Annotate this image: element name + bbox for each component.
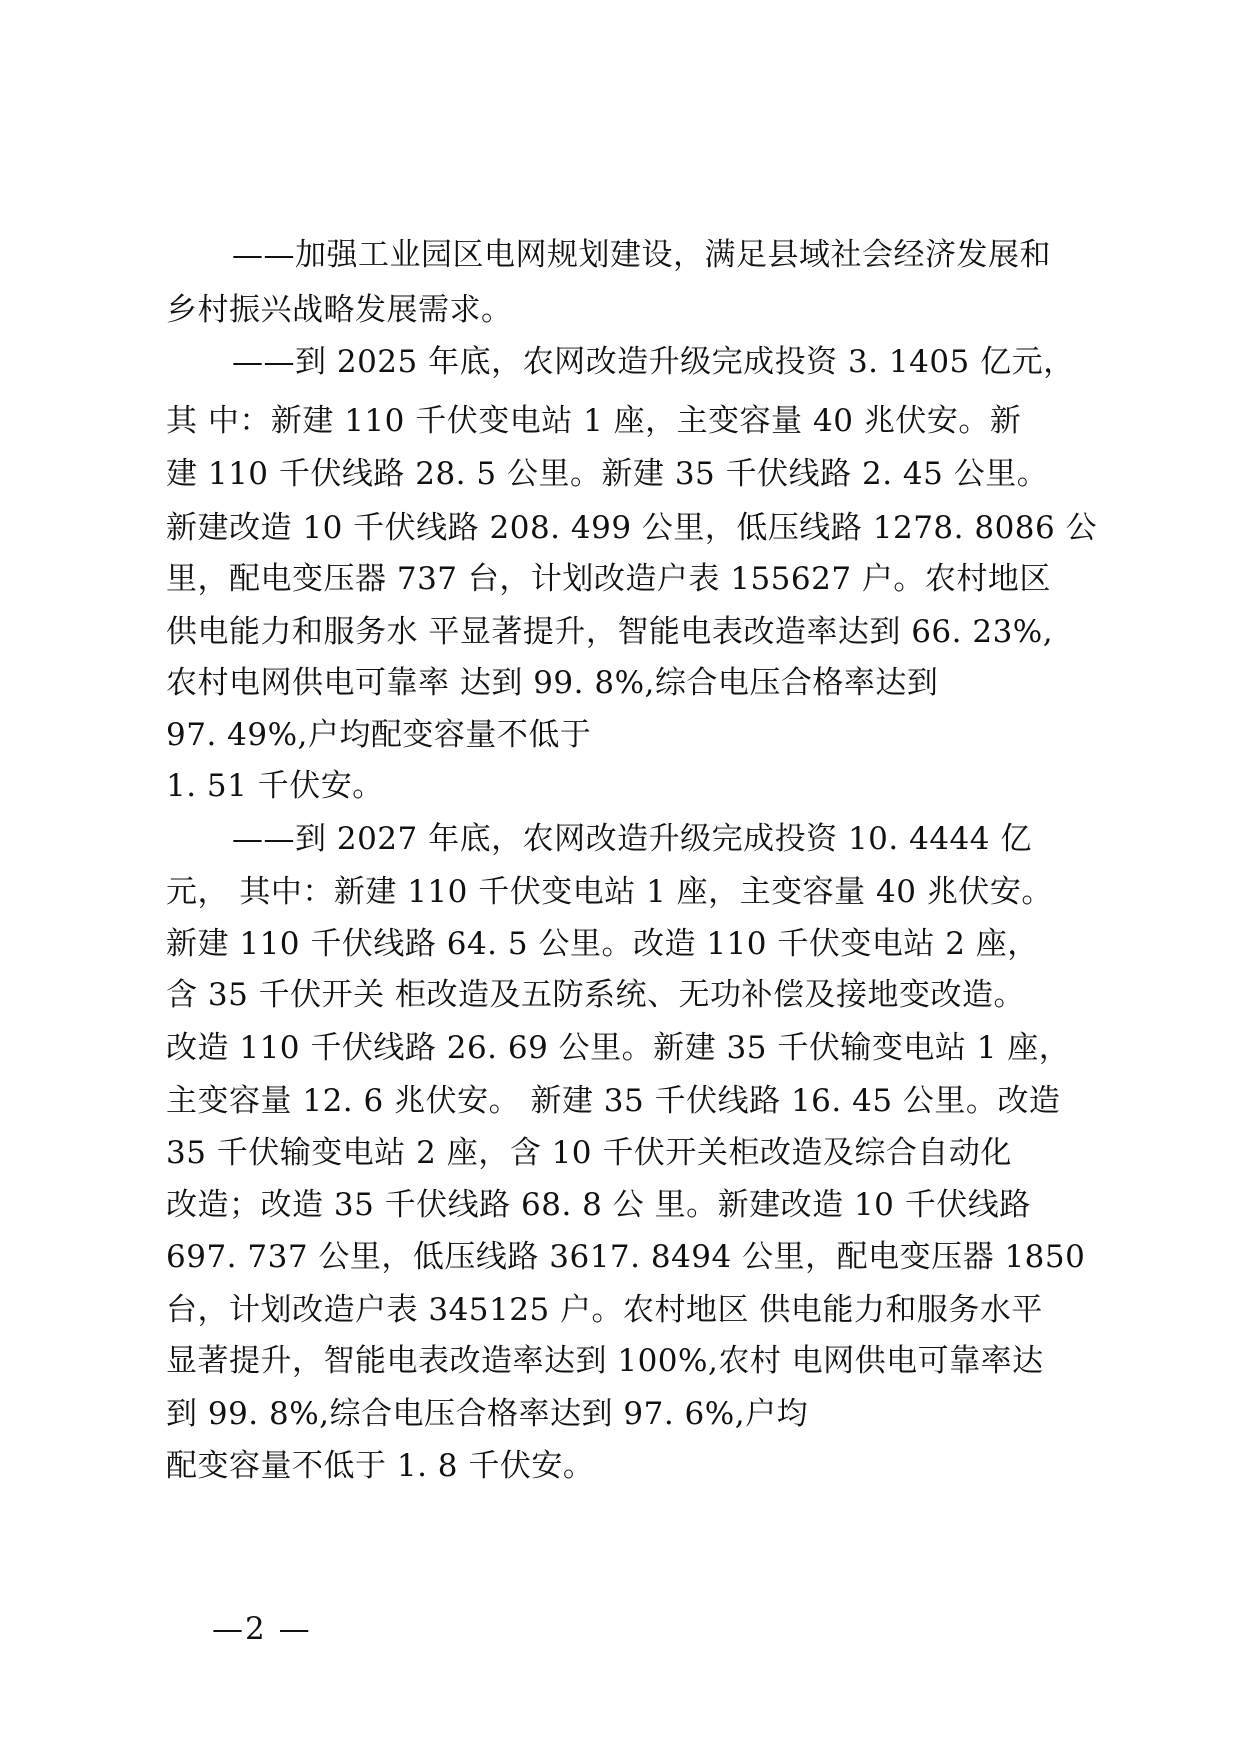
paragraph-1-line-1: ——加强工业园区电网规划建设，满足县域社会经济发展和 <box>232 237 1051 273</box>
paragraph-3-line-9: 697. 737 公里，低压线路 3617. 8494 公里，配电变压器 1850 <box>166 1239 1086 1275</box>
paragraph-2-line-9: 1. 51 千伏安。 <box>166 768 384 804</box>
paragraph-2-line-2: 其 中：新建 110 千伏变电站 1 座，主变容量 40 兆伏安。新 <box>166 403 1022 439</box>
paragraph-3-line-3: 新建 110 千伏线路 64. 5 公里。改造 110 千伏变电站 2 座， <box>166 926 1039 962</box>
paragraph-3-line-12: 到 99. 8%,综合电压合格率达到 97. 6%,户均 <box>166 1396 809 1432</box>
paragraph-2-line-7: 农村电网供电可靠率 达到 99. 8%,综合电压合格率达到 <box>166 665 939 701</box>
paragraph-3-line-8: 改造；改造 35 千伏线路 68. 8 公 里。新建改造 10 千伏线路 <box>166 1187 1031 1223</box>
paragraph-3-line-11: 显著提升，智能电表改造率达到 100%,农村 电网供电可靠率达 <box>166 1343 1044 1379</box>
paragraph-2-line-8: 97. 49%,户均配变容量不低于 <box>166 717 592 753</box>
paragraph-1-line-2: 乡村振兴战略发展需求。 <box>166 292 513 328</box>
paragraph-2-line-5: 里，配电变压器 737 台，计划改造户表 155627 户。农村地区 <box>166 561 1051 597</box>
page-number: —2 — <box>212 1611 312 1647</box>
paragraph-2-line-1: ——到 2025 年底，农网改造升级完成投资 3. 1405 亿元， <box>232 344 1075 380</box>
paragraph-3-line-2: 元， 其中：新建 110 千伏变电站 1 座，主变容量 40 兆伏安。 <box>166 874 1053 910</box>
paragraph-2-line-3: 建 110 千伏线路 28. 5 公里。新建 35 千伏线路 2. 45 公里。 <box>166 456 1049 492</box>
paragraph-3-line-7: 35 千伏输变电站 2 座，含 10 千伏开关柜改造及综合自动化 <box>166 1135 1012 1171</box>
paragraph-2-line-4: 新建改造 10 千伏线路 208. 499 公里，低压线路 1278. 8086 公 <box>166 510 1098 546</box>
paragraph-3-line-1: ——到 2027 年底，农网改造升级完成投资 10. 4444 亿 <box>232 821 1032 857</box>
paragraph-3-line-4: 含 35 千伏开关 柜改造及五防系统、无功补偿及接地变改造。 <box>166 977 1026 1013</box>
paragraph-3-line-10: 台，计划改造户表 345125 户。农村地区 供电能力和服务水平 <box>166 1292 1043 1328</box>
paragraph-3-line-13: 配变容量不低于 1. 8 千伏安。 <box>166 1448 595 1484</box>
paragraph-3-line-5: 改造 110 千伏线路 26. 69 公里。新建 35 千伏输变电站 1 座， <box>166 1030 1071 1066</box>
paragraph-3-line-6: 主变容量 12. 6 兆伏安。 新建 35 千伏线路 16. 45 公里。改造 <box>166 1083 1061 1119</box>
paragraph-2-line-6: 供电能力和服务水 平显著提升，智能电表改造率达到 66. 23%, <box>166 614 1054 650</box>
